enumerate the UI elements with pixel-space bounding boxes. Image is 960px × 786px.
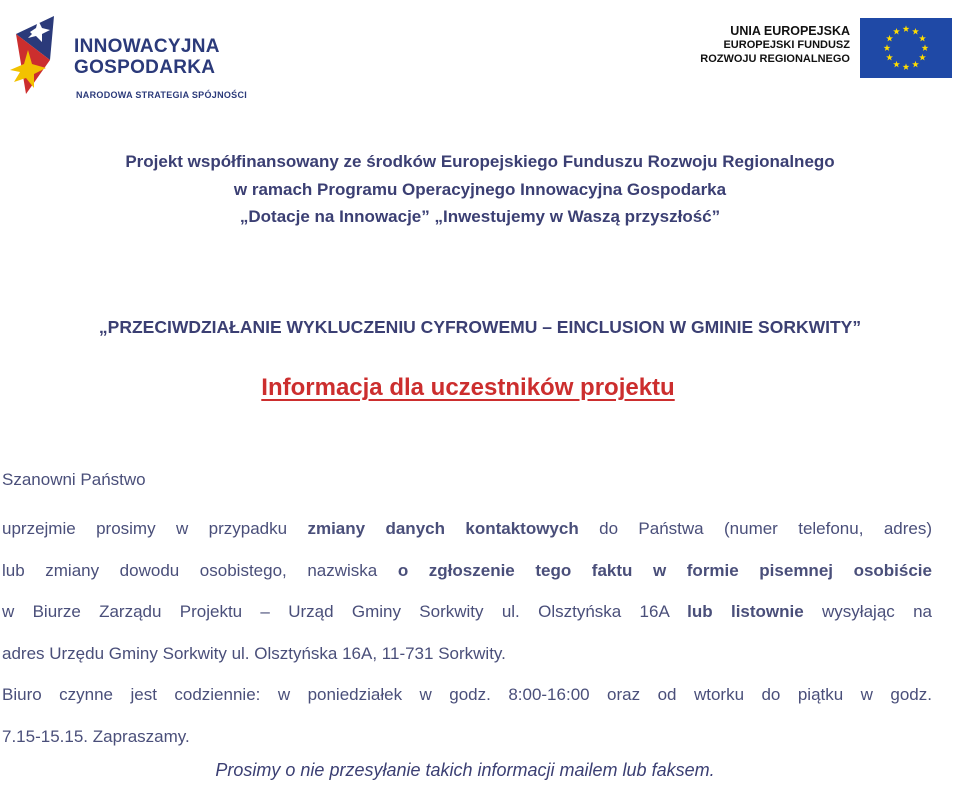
main-paragraph [2,508,932,757]
eu-star-icon [912,61,919,68]
info-title: Informacja dla uczestników projektu [261,374,675,401]
eu-flag-icon [860,18,952,78]
closing-note: Prosimy o nie przesyłanie takich informacji mailem lub faksem. [215,760,715,780]
eu-logo [682,18,952,78]
eu-star-icon [912,28,919,35]
funding-line-1: Projekt współfinansowany ze środków Europejskiego Funduszu Rozwoju Regionalnego [125,152,835,171]
paragraph-line-2: lub zmiany dowodu osobistego, nazwiska o zgłoszenie tego faktu w formie pisemnej osobiście [2,560,932,580]
paragraph-line-6: 7.15-15.15. Zapraszamy. [2,726,190,746]
eu-star-icon [903,25,910,32]
innowacyjna-gospodarka-logo [6,14,246,100]
eu-star-icon [903,63,910,70]
paragraph-line-1: uprzejmie prosimy w przypadku zmiany danych kontaktowych do Państwa (numer telefonu, adres) [2,519,933,538]
logo-subtitle: NARODOWA STRATEGIA SPÓJNOŚCI [76,90,248,100]
funding-line-2: w ramach Programu Operacyjnego Innowacyjna Gospodarka [233,179,727,199]
project-title: „PRZECIWDZIAŁANIE WYKLUCZENIU CYFROWEMU – EINCLUSION W GMINIE SORKWITY” [98,317,862,337]
star-logo-icon [6,14,68,100]
funding-header [0,148,960,231]
eu-star-icon [919,35,926,42]
paragraph-line-5: Biuro czynne jest codziennie: w poniedziałek w godz. 8:00-16:00 oraz od wtorku do piątku w godz. [2,685,932,704]
eu-star-icon [893,28,900,35]
greeting: Szanowni Państwo [2,470,146,489]
eu-star-icon [922,44,929,51]
logo-innowacyjna-gospodarka-text: INNOWACYJNA GOSPODARKA [74,36,220,78]
eu-star-icon [884,44,891,51]
eu-star-icon [893,61,900,68]
eu-star-icon [886,54,893,61]
eu-logo-text: UNIA EUROPEJSKA EUROPEJSKI FUNDUSZ ROZWOJU REGIONALNEGO [700,24,850,65]
eu-star-icon [919,54,926,61]
paragraph-line-4: adres Urzędu Gminy Sorkwity ul. Olsztyńska 16A, 11-731 Sorkwity. [2,643,506,663]
funding-line-3: „Dotacje na Innowacje” „Inwestujemy w Waszą przyszłość” [239,207,721,226]
eu-star-icon [886,35,893,42]
paragraph-line-3: w Biurze Zarządu Projektu – Urząd Gminy Sorkwity ul. Olsztyńska 16A lub listownie wysyłając na [2,602,932,621]
